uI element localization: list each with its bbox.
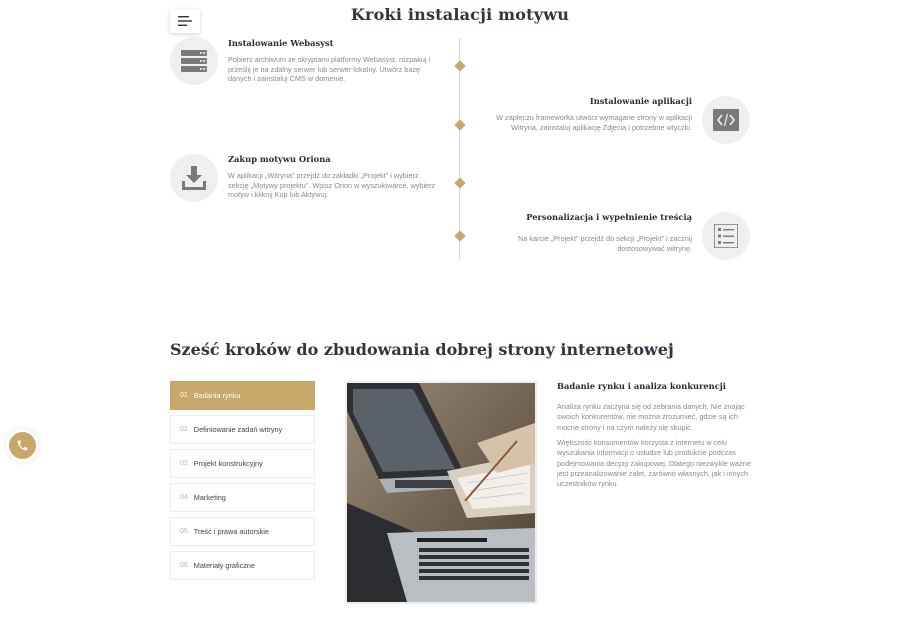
laptop-photo: [345, 381, 537, 604]
step-icon-circle: [170, 154, 218, 202]
step-title: Instalowanie Webasyst: [228, 38, 334, 48]
step-title: Instalowanie aplikacji: [589, 96, 692, 106]
tab-projekt-konstrukcyjny[interactable]: [170, 449, 315, 478]
section-title: Sześć kroków do zbudowania dobrej strony internetowej: [170, 340, 674, 359]
tab-materialy-graficzne[interactable]: [170, 551, 315, 580]
steps-tab-list: [170, 381, 315, 585]
download-icon: [182, 166, 206, 190]
server-icon: [180, 49, 208, 73]
timeline-marker: [454, 177, 465, 188]
timeline-marker: [454, 119, 465, 130]
step-title: Zakup motywu Oriona: [228, 154, 331, 164]
tab-number: 06: [180, 562, 188, 569]
tab-definiowanie-zadan[interactable]: [170, 415, 315, 444]
tab-number: 04: [180, 494, 188, 501]
step-description: Na karcie „Projekt” przejdź do sekcji „Projekt” i zacznij dostosowywać witrynę.: [518, 234, 692, 253]
content-title: Badanie rynku i analiza konkurencji: [557, 381, 726, 391]
tab-label: Definiowanie zadań witryny: [193, 425, 283, 434]
tab-number: 01: [180, 392, 188, 399]
tab-tresc-i-prawa[interactable]: [170, 517, 315, 546]
step-description: W aplikacji „Witryna” przejdź do zakładki „Projekt” i wybierz sekcję „Motywy projektu”. Wpisz Orion w wyszukiwarce, wybierz motyw i kliknij Kup lub Aktywuj.: [228, 171, 436, 199]
tab-marketing[interactable]: [170, 483, 315, 512]
tab-number: 02: [180, 426, 188, 433]
call-button[interactable]: [9, 432, 36, 459]
tab-badania-rynku[interactable]: [170, 381, 315, 410]
tab-label: Materiały graficzne: [193, 561, 256, 570]
tab-label: Badania rynku: [193, 391, 241, 400]
phone-icon: [16, 439, 29, 452]
checklist-icon: [714, 224, 738, 248]
code-icon: [713, 109, 739, 131]
timeline-marker: [454, 230, 465, 241]
step-description: Pobierz archiwum ze skryptami platformy Webasyst, rozpakuj i prześlij je na zdalny serwer lub serwer lokalny. Utwórz bazę danych i zainstaluj CMS w domenie.: [228, 55, 431, 83]
step-icon-circle: [702, 96, 750, 144]
tab-number: 05: [180, 528, 188, 535]
page-title: Kroki instalacji motywu: [350, 5, 570, 24]
tab-number: 03: [180, 460, 188, 467]
step-icon-circle: [170, 37, 218, 85]
tab-label: Treść i prawa autorskie: [193, 527, 269, 536]
step-icon-circle: [702, 212, 750, 260]
step-title: Personalizacja i wypełnienie treścią: [526, 212, 692, 222]
tab-label: Projekt konstrukcyjny: [193, 459, 263, 468]
timeline-marker: [454, 60, 465, 71]
content-paragraph: Analiza rynku zaczyna się od zebrania danych. Nie znając swoich konkurentów, nie można zrozumieć, gdzie są ich mocne strony i na czym należy się skupić.: [557, 402, 745, 432]
content-paragraph: Większość konsumentów korzysta z internetu w celu wyszukania informacji o usłudze lub produkcie podczas podejmowania decyzji zakupowej. Dlatego niezwykle ważne jest przeanalizowanie zalet, zarówno własnych, jak i innych uczestników rynku.: [557, 438, 751, 489]
step-description: W zapleczu frameworka utwórz wymagane strony w aplikacji Witryna, zainstaluj aplikację Zdjęcia i potrzebne wtyczki.: [496, 113, 692, 132]
tab-label: Marketing: [193, 493, 226, 502]
